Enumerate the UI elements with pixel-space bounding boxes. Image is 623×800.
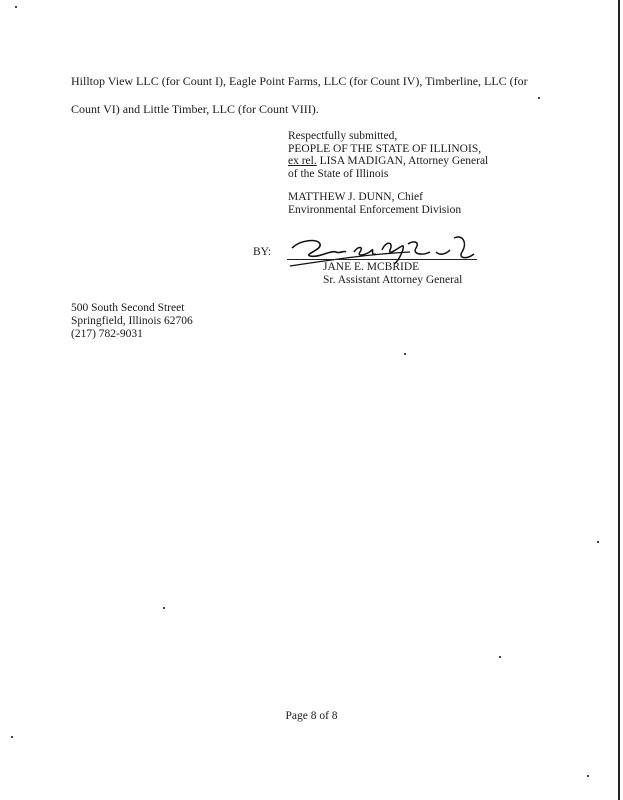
address-street: 500 South Second Street [71, 302, 185, 314]
address-block [71, 302, 193, 341]
page-number: Page 8 of 8 [285, 710, 338, 722]
scan-speck [404, 353, 406, 355]
state-line: of the State of Illinois [288, 167, 389, 180]
attorney-general: LISA MADIGAN, Attorney General [316, 155, 489, 167]
scan-speck [587, 775, 589, 777]
scan-speck [597, 541, 599, 543]
signer-name: JANE E. MCBRIDE [323, 261, 420, 273]
address-city: Springfield, Illinois 62706 [71, 315, 193, 327]
scan-speck [499, 656, 501, 658]
submitted-line: Respectfully submitted, [288, 130, 398, 142]
address-phone: (217) 782-9031 [71, 328, 143, 340]
body-line-1: Hilltop View LLC (for Count I), Eagle Point Farms, LLC (for Count IV), Timberline, LLC (for [71, 74, 528, 88]
scan-speck [538, 97, 540, 99]
ex-rel: ex rel. [288, 155, 317, 167]
attorney-general-line [288, 155, 488, 168]
scan-edge [618, 0, 620, 800]
scan-speck [163, 607, 165, 609]
signer-title: Sr. Assistant Attorney General [323, 274, 463, 286]
signature-line [287, 259, 477, 260]
division-name: Environmental Enforcement Division [288, 203, 462, 216]
body-line-2: Count VI) and Little Timber, LLC (for Count VIII). [71, 102, 319, 116]
scan-speck [15, 6, 17, 8]
signer-block [323, 261, 462, 287]
party-line: PEOPLE OF THE STATE OF ILLINOIS, [288, 142, 482, 155]
by-label: BY: [253, 246, 272, 258]
signature-block [288, 130, 488, 216]
scan-speck [11, 736, 13, 738]
chief-name: MATTHEW J. DUNN, Chief [288, 191, 423, 203]
